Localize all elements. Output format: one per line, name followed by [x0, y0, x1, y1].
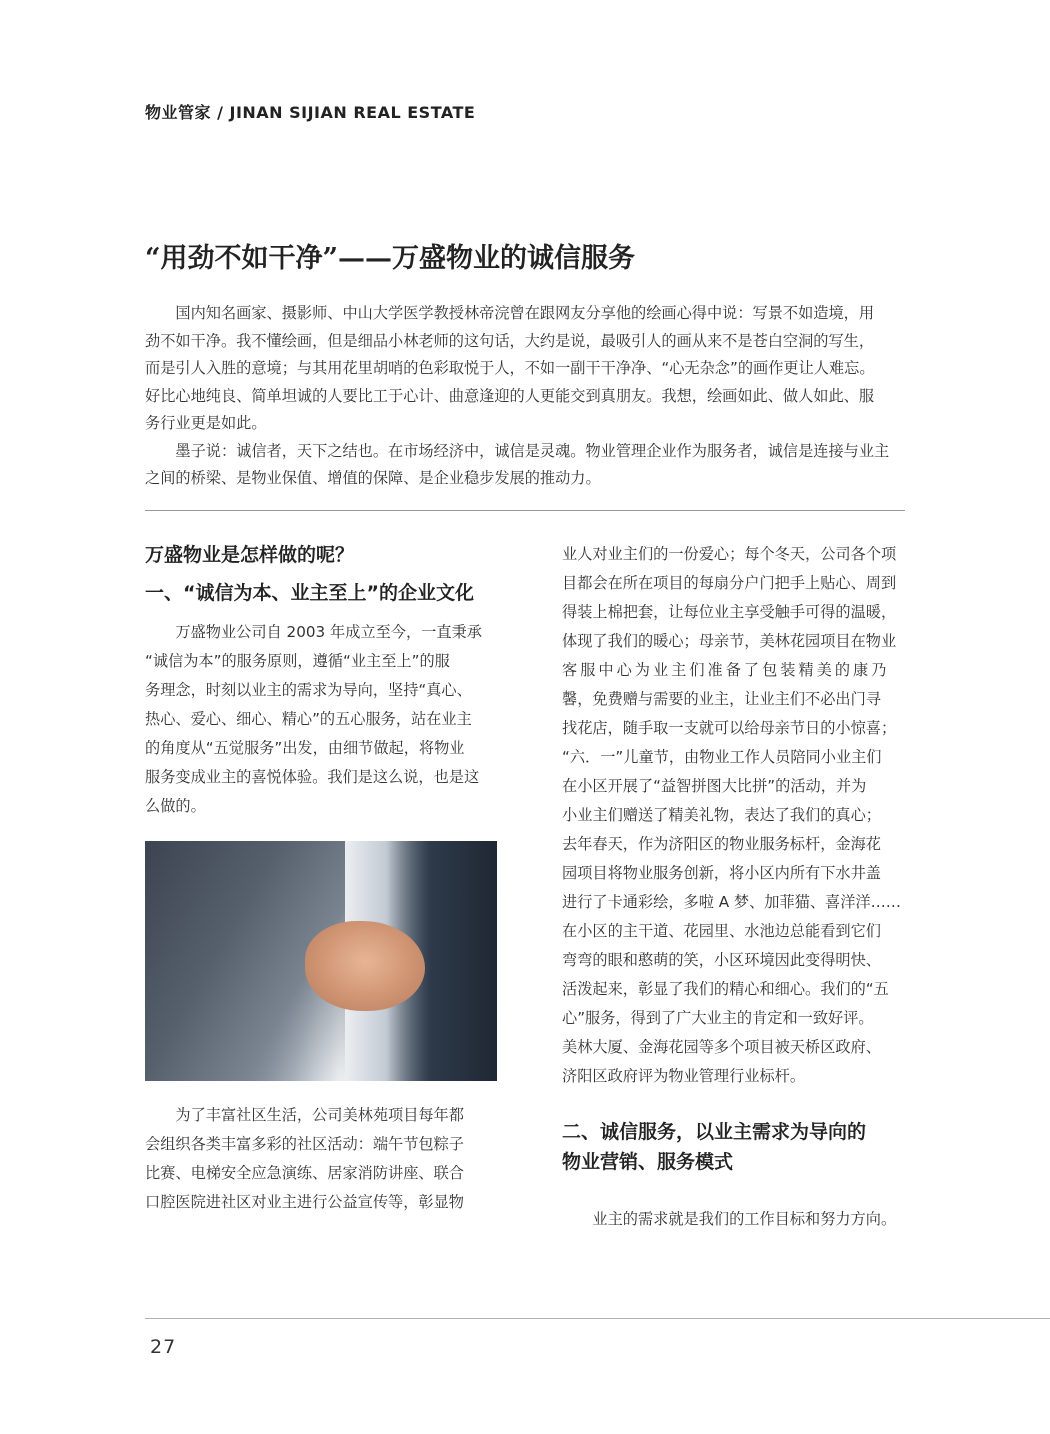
left-column: [145, 540, 503, 1217]
body-line: 活泼起来，彰显了我们的精心和细心。我们的“五: [562, 980, 889, 998]
body-line: 万盛物业公司自 2003 年成立至今，一直秉承: [175, 623, 482, 641]
body-line: 找花店，随手取一支就可以给母亲节日的小惊喜；: [562, 719, 897, 737]
body-line: “六．一”儿童节，由物业工作人员陪同小业主们: [562, 748, 882, 766]
right-column: [562, 540, 907, 1234]
body-line: 务理念，时刻以业主的需求为导向，坚持“真心、: [145, 681, 472, 699]
question-heading: 万盛物业是怎样做的呢？: [145, 544, 355, 566]
body-line: 会组织各类丰富多彩的社区活动：端午节包粽子: [145, 1135, 464, 1153]
body-line: 的角度从“五觉服务”出发，由细节做起，将物业: [145, 739, 465, 757]
section-divider: [145, 510, 905, 511]
body-line: 进行了卡通彩绘，多啦 A 梦、加菲猫、喜洋洋……: [562, 893, 901, 911]
body-line: 美林大厦、金海花园等多个项目被天桥区政府、: [562, 1038, 881, 1056]
body-line: 弯弯的眼和憨萌的笑，小区环境因此变得明快、: [562, 951, 881, 969]
section2-text: 业主的需求就是我们的工作目标和努力方向。: [592, 1210, 897, 1228]
body-line: 口腔医院进社区对业主进行公益宣传等，彰显物: [145, 1193, 464, 1211]
intro-line: 务行业更是如此。: [145, 414, 267, 432]
body-line: 心”服务，得到了广大业主的肯定和一致好评。: [562, 1009, 874, 1027]
page-number: 27: [150, 1336, 177, 1358]
body-line: 体现了我们的暖心；母亲节，美林花园项目在物业: [562, 632, 897, 650]
intro-line: 好比心地纯良、简单坦诚的人要比工于心计、曲意逢迎的人更能交到真朋友。我想，绘画如此、做人如此、服: [145, 386, 874, 405]
body-line: 比赛、电梯安全应急演练、居家消防讲座、联合: [145, 1164, 464, 1182]
body-line: 客服中心为业主们准备了包装精美的康乃: [562, 661, 890, 679]
body-line: 济阳区政府评为物业管理行业标杆。: [562, 1067, 805, 1085]
body-line: 馨，免费赠与需要的业主，让业主们不必出门寻: [562, 690, 881, 708]
body-line: 为了丰富社区生活，公司美林苑项目每年都: [175, 1106, 464, 1124]
article-intro: [145, 300, 905, 493]
section1-heading: 一、“诚信为本、业主至上”的企业文化: [145, 582, 474, 604]
body-line: 得装上棉把套，让每位业主享受触手可得的温暖，: [562, 603, 897, 621]
body-line: 业人对业主们的一份爱心；每个冬天，公司各个项: [562, 545, 897, 563]
left-bottom-text: [145, 1101, 503, 1217]
handshake-hands: [305, 921, 425, 1011]
section1-text: [145, 618, 503, 821]
body-line: 小业主们赠送了精美礼物，表达了我们的真心；: [562, 806, 881, 824]
right-column-text: [562, 540, 907, 1091]
body-line: 么做的。: [145, 797, 206, 815]
section2-heading-line: 物业营销、服务模式: [562, 1151, 734, 1173]
intro-line: 而是引人入胜的意境；与其用花里胡哨的色彩取悦于人，不如一副干干净净、“心无杂念”的画作更让人难忘。: [145, 359, 875, 377]
body-line: 热心、爱心、细心、精心”的五心服务，站在业主: [145, 710, 472, 728]
body-line: 园项目将物业服务创新，将小区内所有下水井盖: [562, 864, 881, 882]
section2-heading-line: 二、诚信服务，以业主需求为导向的: [562, 1121, 867, 1143]
body-line: “诚信为本”的服务原则，遵循“业主至上”的服: [145, 652, 450, 670]
body-line: 服务变成业主的喜悦体验。我们是这么说，也是这: [145, 768, 480, 786]
section2-heading: [562, 1117, 907, 1177]
body-line: 在小区开展了“益智拼图大比拼”的活动，并为: [562, 777, 867, 795]
intro-line: 之间的桥梁、是物业保值、增值的保障、是企业稳步发展的推动力。: [145, 469, 601, 487]
footer-divider: [145, 1318, 1050, 1319]
running-header: 物业管家 / JINAN SIJIAN REAL ESTATE: [145, 103, 476, 122]
intro-line: 劲不如干净。我不懂绘画，但是细品小林老师的这句话，大约是说，最吸引人的画从来不是苍白空洞的写生，: [145, 331, 874, 350]
intro-line: 国内知名画家、摄影师、中山大学医学教授林帝浣曾在跟网友分享他的绘画心得中说：写景不如造境，用: [175, 304, 875, 322]
article-title: “用劲不如干净”——万盛物业的诚信服务: [145, 243, 636, 274]
intro-line: 墨子说：诚信者，天下之结也。在市场经济中，诚信是灵魂。物业管理企业作为服务者，诚信是连接与业主: [175, 441, 890, 460]
body-line: 在小区的主干道、花园里、水池边总能看到它们: [562, 922, 881, 940]
handshake-photo: [145, 841, 497, 1081]
body-line: 目都会在所在项目的每扇分户门把手上贴心、周到: [562, 574, 897, 592]
body-line: 去年春天，作为济阳区的物业服务标杆，金海花: [562, 835, 881, 853]
